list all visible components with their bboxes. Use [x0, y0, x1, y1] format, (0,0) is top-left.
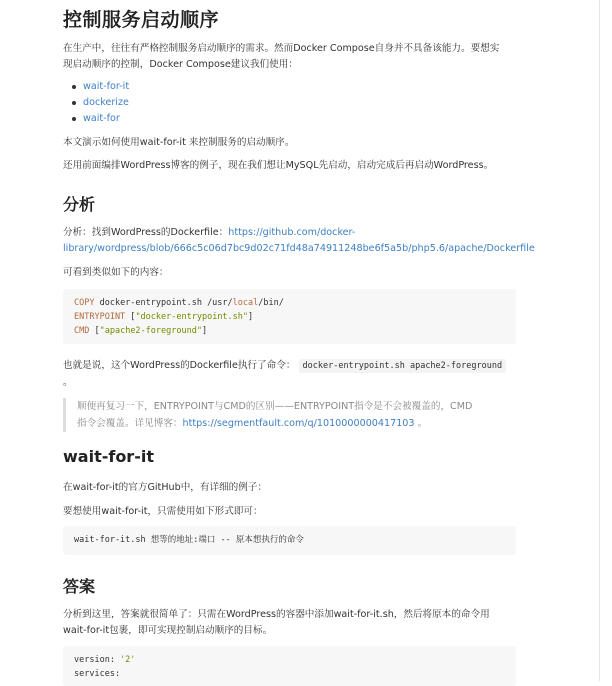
page-title: 控制服务启动顺序 — [63, 9, 220, 31]
similar-content-text: 可看到类似如下的内容： — [63, 267, 169, 278]
code-content — [63, 289, 516, 338]
list-item — [63, 95, 516, 111]
dockerfile-link-part-1[interactable]: https://github.com/docker- — [228, 227, 356, 238]
code-content — [63, 646, 516, 681]
tools-list — [63, 79, 516, 127]
quote-text: 指令会覆盖。详见博客： — [77, 418, 183, 429]
code-string: '2' — [120, 655, 136, 665]
bullet-icon — [72, 85, 76, 89]
code-string: "apache2-foreground" — [99, 326, 202, 336]
code-text: ] — [201, 326, 208, 336]
code-text: /bin/ — [258, 298, 284, 308]
bullet-icon — [72, 101, 76, 105]
code-text: docker-entrypoint.sh /usr/ — [94, 298, 233, 308]
dockerfile-code-block — [63, 289, 516, 344]
section-heading-analysis: 分析 — [63, 195, 96, 214]
intro-paragraph-line-2: 现启动顺序的控制，Docker Compose建议我们使用： — [63, 59, 298, 70]
wait-for-it-paragraph-2: 要想使用wait-for-it，只需使用如下形式即可： — [63, 506, 263, 517]
quote-line-1: 顺便再复习一下，ENTRYPOINT与CMD的区别——ENTRYPOINT指令是不会被覆盖的，CMD — [77, 401, 473, 412]
code-content: wait-for-it.sh 想等的地址:端口 -- 原本想执行的命令 — [74, 535, 304, 545]
meaning-end: 。 — [63, 377, 73, 388]
list-item — [63, 79, 516, 95]
code-text: ] — [248, 312, 254, 322]
section-heading-wait-for-it: wait-for-it — [63, 447, 154, 466]
bullet-icon — [72, 117, 76, 121]
intro-paragraph-3: 还用前面编排WordPress博客的例子，现在我们想让MySQL先启动，启动完成后再启动WordPress。 — [63, 160, 494, 171]
meaning-line — [63, 357, 516, 375]
code-text: services: — [74, 669, 121, 679]
analysis-line-2 — [63, 240, 535, 257]
page-edge — [599, 0, 600, 681]
code-text: [ — [125, 312, 136, 322]
analysis-label: 分析：找到WordPress的Dockerfile： — [63, 227, 229, 238]
analysis-line-1 — [63, 224, 516, 241]
inline-code: docker-entrypoint.sh apache2-foreground — [299, 359, 507, 373]
code-text: version: — [74, 655, 121, 665]
quote-line-2 — [77, 415, 516, 432]
code-string: "docker-entrypoint.sh" — [135, 312, 249, 322]
code-keyword: ENTRYPOINT — [74, 312, 126, 322]
link-dockerize[interactable]: dockerize — [83, 97, 129, 108]
wait-for-it-code-block — [63, 526, 516, 555]
quote-end: 。 — [414, 418, 428, 429]
link-wait-for[interactable]: wait-for — [83, 113, 120, 124]
code-keyword: CMD — [74, 326, 90, 336]
blockquote — [63, 398, 516, 432]
intro-paragraph-2: 本文演示如何使用wait-for-it 来控制服务的启动顺序。 — [63, 137, 295, 148]
code-keyword: COPY — [74, 298, 95, 308]
dockerfile-link-part-2[interactable]: library/wordpress/blob/666c5c06d7bc9d02c71fd48a74911248be6f5a5b/php5.6/apache/Dockerfile — [63, 243, 535, 254]
meaning-text: 也就是说，这个WordPress的Dockerfile执行了命令： — [63, 360, 296, 371]
answer-paragraph-line-2: wait-for-it包裹，即可实现控制启动顺序的目标。 — [63, 625, 273, 636]
section-heading-answer: 答案 — [63, 577, 96, 596]
list-item — [63, 111, 516, 127]
code-text: [ — [89, 326, 100, 336]
compose-code-block — [63, 646, 516, 686]
wait-for-it-paragraph-1: 在wait-for-it的官方GitHub中，有详细的例子： — [63, 482, 268, 493]
answer-paragraph-line-1: 分析到这里，答案就很简单了：只需在WordPress的容器中添加wait-for-it.sh，然后将原本的命令用 — [63, 609, 490, 620]
segmentfault-link[interactable]: https://segmentfault.com/q/1010000000417103 — [182, 418, 415, 429]
intro-paragraph-line-1: 在生产中，往往有严格控制服务启动顺序的需求。然而Docker Compose自身并不具备该能力。要想实 — [63, 43, 500, 54]
link-wait-for-it[interactable]: wait-for-it — [83, 81, 130, 92]
code-keyword: local — [232, 298, 259, 308]
